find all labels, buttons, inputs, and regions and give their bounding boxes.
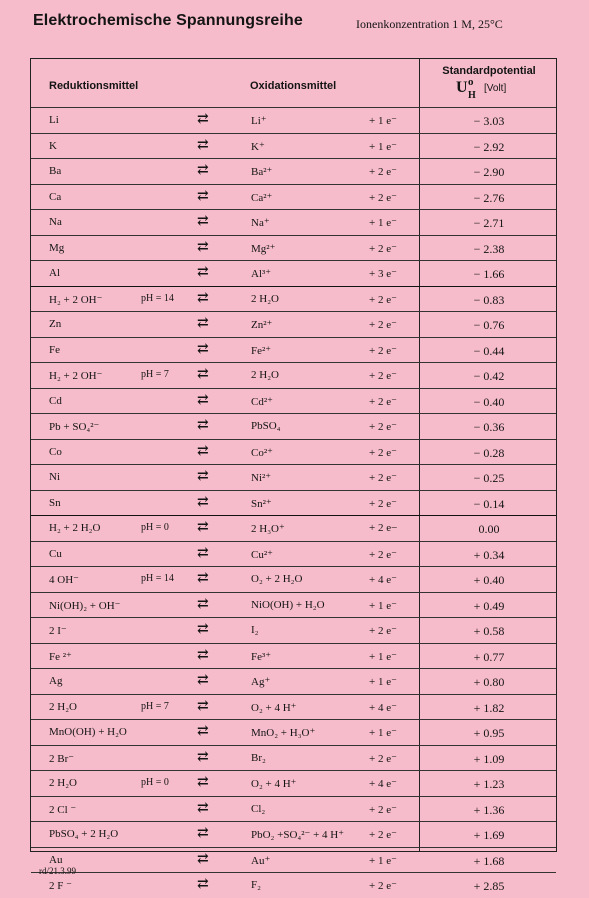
reduktionsmittel-cell: Au	[49, 853, 63, 866]
electrons-cell: + 2 e⁻	[369, 293, 397, 306]
reduktionsmittel-cell: Fe ²⁺	[49, 650, 72, 663]
reduktionsmittel-cell: Pb + SO₄²⁻	[49, 421, 100, 433]
equilibrium-arrow-icon: ⇄	[197, 775, 209, 790]
reduktionsmittel-cell: Cu	[49, 547, 62, 560]
reduktionsmittel-cell: 2 F ⁻	[49, 880, 72, 892]
potential-cell: + 1.36	[473, 802, 505, 817]
reduktionsmittel-cell: 2 I⁻	[49, 625, 67, 637]
oxidationsmittel-cell: Zn²⁺	[251, 319, 273, 331]
table-row	[31, 362, 556, 388]
table-row	[31, 617, 556, 643]
oxidationsmittel-cell: O₂ + 4 H⁺	[251, 701, 297, 714]
symbol-superscript: o	[468, 76, 474, 88]
table-row	[31, 439, 556, 465]
reduktionsmittel-cell: 4 OH⁻	[49, 574, 79, 586]
ph-cell: pH = 14	[141, 292, 174, 304]
potential-cell: + 1.69	[473, 828, 505, 842]
reduktionsmittel-cell: Co	[49, 445, 62, 458]
symbol-letter: U	[456, 79, 468, 96]
equilibrium-arrow-icon: ⇄	[197, 724, 209, 739]
table-row	[31, 566, 556, 592]
oxidationsmittel-cell: 2 H₂O	[251, 369, 279, 381]
electrons-cell: + 2 e⁻	[369, 548, 397, 561]
potential-cell: − 0.28	[473, 445, 505, 460]
footer-note: rd/21.3.99	[39, 866, 76, 876]
equilibrium-arrow-icon: ⇄	[197, 265, 209, 280]
electrons-cell: + 1 e⁻	[369, 650, 397, 663]
reduktionsmittel-cell: Na	[49, 216, 62, 228]
reduktionsmittel-cell: H₂ + 2 OH⁻	[49, 370, 103, 382]
potential-cell: + 0.80	[473, 675, 505, 689]
potential-cell: + 0.34	[473, 547, 505, 562]
equilibrium-arrow-icon: ⇄	[197, 316, 209, 331]
oxidationsmittel-cell: Al³⁺	[251, 268, 272, 280]
equilibrium-arrow-icon: ⇄	[197, 341, 209, 357]
table-row	[31, 286, 556, 312]
electrons-cell: + 2 e⁻	[369, 370, 397, 382]
table-row	[31, 541, 556, 567]
oxidationsmittel-cell: PbO₂ +SO₄²⁻ + 4 H⁺	[251, 829, 345, 841]
electrons-cell: + 3 e⁻	[369, 268, 397, 280]
equilibrium-arrow-icon: ⇄	[197, 596, 209, 612]
potential-cell: + 0.49	[473, 598, 505, 613]
table-row	[31, 515, 556, 541]
table-body	[31, 107, 556, 898]
potential-cell: + 1.23	[473, 777, 505, 791]
electrons-cell: + 2 e⁻	[369, 191, 397, 204]
electrons-cell: + 2 e⁻	[369, 472, 397, 484]
reduktionsmittel-cell: H₂ + 2 H₂O	[49, 522, 101, 534]
potential-cell: − 2.71	[473, 216, 505, 230]
potential-cell: + 1.68	[473, 853, 505, 868]
potential-cell: − 0.83	[473, 292, 505, 307]
ph-cell: pH = 14	[141, 573, 174, 584]
potential-cell: + 1.82	[473, 700, 505, 715]
equilibrium-arrow-icon: ⇄	[197, 520, 209, 535]
potential-cell: + 1.09	[473, 751, 505, 766]
electrons-cell: + 2 e⁻	[369, 803, 397, 816]
oxidationsmittel-cell: K⁺	[251, 140, 265, 153]
electrons-cell: + 2 e⁻	[369, 344, 397, 357]
electrons-cell: + 1 e⁻	[369, 727, 397, 739]
equilibrium-arrow-icon: ⇄	[197, 163, 209, 178]
unit-label: [Volt]	[484, 83, 507, 94]
equilibrium-arrow-icon: ⇄	[197, 749, 209, 765]
conditions-note: Ionenkonzentration 1 M, 25°C	[356, 17, 503, 31]
electrons-cell: + 2 e⁻	[369, 829, 397, 841]
oxidationsmittel-cell: 2 H₃O⁺	[251, 523, 285, 535]
table-row	[31, 184, 556, 210]
equilibrium-arrow-icon: ⇄	[197, 571, 209, 586]
potential-cell: − 3.03	[473, 114, 505, 128]
equilibrium-arrow-icon: ⇄	[197, 239, 209, 255]
table-row	[31, 413, 556, 439]
equilibrium-arrow-icon: ⇄	[197, 826, 209, 841]
reduktionsmittel-cell: Li	[49, 114, 59, 126]
table-row	[31, 796, 556, 822]
equilibrium-arrow-icon: ⇄	[197, 137, 209, 153]
electrons-cell: + 2 e⁻	[369, 752, 397, 765]
potential-cell: + 0.77	[473, 649, 505, 664]
electrons-cell: + 4 e⁻	[369, 778, 397, 790]
oxidationsmittel-cell: Ba²⁺	[251, 166, 273, 178]
table-row	[31, 337, 556, 363]
oxidationsmittel-cell: I₂	[251, 624, 259, 636]
table-row	[31, 209, 556, 235]
oxidationsmittel-cell: Na⁺	[251, 217, 270, 229]
reduktionsmittel-cell: K	[49, 139, 57, 152]
reduktionsmittel-cell: 2 H₂O	[49, 700, 77, 713]
reduktionsmittel-cell: Fe	[49, 343, 60, 356]
electrons-cell: + 1 e⁻	[369, 217, 397, 229]
oxidationsmittel-cell: O₂ + 4 H⁺	[251, 778, 297, 790]
oxidationsmittel-cell: Br₂	[251, 751, 266, 764]
table-row	[31, 770, 556, 796]
potential-cell: − 0.36	[473, 420, 505, 434]
oxidationsmittel-cell: PbSO₄	[251, 420, 281, 432]
table-row	[31, 260, 556, 286]
electrons-cell: + 2 e⁻	[369, 497, 397, 510]
equilibrium-arrow-icon: ⇄	[197, 494, 209, 510]
electrons-cell: + 2 e−	[369, 522, 398, 534]
table-row	[31, 668, 556, 694]
table-row	[31, 235, 556, 261]
equilibrium-arrow-icon: ⇄	[197, 622, 209, 637]
header-symbol	[456, 76, 507, 101]
oxidationsmittel-cell: Ca²⁺	[251, 191, 273, 204]
electrons-cell: + 2 e⁻	[369, 880, 397, 892]
potential-cell: 0.00	[478, 522, 500, 536]
electrons-cell: + 1 e⁻	[369, 676, 397, 688]
reduktionsmittel-cell: MnO(OH) + H₂O	[49, 726, 127, 738]
electrons-cell: + 1 e⁻	[369, 115, 397, 127]
electrons-cell: + 2 e⁻	[369, 395, 397, 408]
reduktionsmittel-cell: Ba	[49, 165, 62, 177]
reduktionsmittel-cell: Ca	[49, 190, 62, 203]
potential-cell: − 2.90	[473, 165, 505, 179]
table-row	[31, 133, 556, 159]
reduktionsmittel-cell: H₂ + 2 OH⁻	[49, 293, 103, 306]
oxidationsmittel-cell: Ag⁺	[251, 676, 271, 688]
reduktionsmittel-cell: Ag	[49, 675, 63, 687]
equilibrium-arrow-icon: ⇄	[197, 290, 209, 306]
reduktionsmittel-cell: 2 Br⁻	[49, 752, 75, 765]
table-row	[31, 745, 556, 771]
equilibrium-arrow-icon: ⇄	[197, 392, 209, 408]
electrons-cell: + 1 e⁻	[369, 140, 397, 153]
reduktionsmittel-cell: Mg	[49, 241, 65, 254]
potential-cell: + 2.85	[473, 879, 505, 893]
oxidationsmittel-cell: Ni²⁺	[251, 472, 272, 484]
equilibrium-arrow-icon: ⇄	[197, 469, 209, 484]
electrons-cell: + 2 e⁻	[369, 421, 397, 433]
table-header	[31, 59, 556, 107]
table-row	[31, 592, 556, 618]
equilibrium-arrow-icon: ⇄	[197, 647, 209, 663]
oxidationsmittel-cell: MnO₂ + H₃O⁺	[251, 727, 316, 739]
equilibrium-arrow-icon: ⇄	[197, 112, 209, 127]
reduktionsmittel-cell: PbSO₄ + 2 H₂O	[49, 828, 119, 840]
electrons-cell: + 4 e⁻	[369, 701, 397, 714]
table-row	[31, 847, 556, 873]
potential-cell: − 1.66	[473, 267, 505, 281]
electrons-cell: + 1 e⁻	[369, 599, 397, 612]
table-row	[31, 719, 556, 745]
symbol-subscript: H	[468, 90, 476, 101]
potential-cell: − 2.76	[473, 190, 505, 205]
oxidationsmittel-cell: Li⁺	[251, 115, 267, 127]
reduktionsmittel-cell: Sn	[49, 496, 61, 509]
equilibrium-arrow-icon: ⇄	[197, 673, 209, 688]
potential-cell: + 0.40	[473, 573, 505, 587]
oxidationsmittel-cell: Cl₂	[251, 802, 266, 815]
header-reduktionsmittel: Reduktionsmittel	[49, 80, 139, 92]
potential-cell: + 0.58	[473, 624, 505, 638]
reduktionsmittel-cell: Ni(OH)₂ + OH⁻	[49, 599, 121, 612]
electrons-cell: + 2 e⁻	[369, 242, 397, 255]
equilibrium-arrow-icon: ⇄	[197, 214, 209, 229]
potential-cell: − 0.76	[473, 318, 505, 332]
equilibrium-arrow-icon: ⇄	[197, 877, 209, 892]
electrons-cell: + 2 e⁻	[369, 446, 397, 459]
potential-cell: − 0.42	[473, 369, 505, 383]
oxidationsmittel-cell: Au⁺	[251, 854, 271, 867]
oxidationsmittel-cell: Cu²⁺	[251, 548, 273, 561]
header-oxidationsmittel: Oxidationsmittel	[250, 80, 337, 92]
oxidationsmittel-cell: Cd²⁺	[251, 395, 273, 408]
electrons-cell: + 2 e⁻	[369, 319, 397, 331]
equilibrium-arrow-icon: ⇄	[197, 698, 209, 714]
equilibrium-arrow-icon: ⇄	[197, 443, 209, 459]
ph-cell: pH = 7	[141, 700, 169, 712]
table-row	[31, 107, 556, 133]
ph-cell: pH = 0	[141, 777, 169, 788]
oxidationsmittel-cell: Co²⁺	[251, 446, 273, 459]
equilibrium-arrow-icon: ⇄	[197, 851, 209, 867]
oxidationsmittel-cell: NiO(OH) + H₂O	[251, 598, 325, 611]
header-standardpotential: Standardpotential	[442, 65, 536, 77]
potential-cell: − 2.38	[473, 241, 505, 256]
oxidationsmittel-cell: Fe³⁺	[251, 650, 272, 663]
equilibrium-arrow-icon: ⇄	[197, 800, 209, 816]
potential-cell: − 0.44	[473, 343, 505, 358]
oxidationsmittel-cell: 2 H₂O	[251, 292, 279, 305]
equilibrium-arrow-icon: ⇄	[197, 545, 209, 561]
potential-cell: − 2.92	[473, 139, 505, 154]
oxidationsmittel-cell: O₂ + 2 H₂O	[251, 573, 303, 585]
reduktionsmittel-cell: Al	[49, 267, 60, 279]
reduktionsmittel-cell: Ni	[49, 471, 60, 483]
oxidationsmittel-cell: Fe²⁺	[251, 344, 272, 357]
ph-cell: pH = 0	[141, 522, 169, 533]
electrons-cell: + 2 e⁻	[369, 625, 397, 637]
electrons-cell: + 2 e⁻	[369, 166, 397, 178]
reduktionsmittel-cell: Cd	[49, 394, 62, 407]
table-row	[31, 311, 556, 337]
potential-cell: − 0.40	[473, 394, 505, 409]
ph-cell: pH = 7	[141, 369, 169, 380]
oxidationsmittel-cell: Sn²⁺	[251, 497, 272, 510]
table-row	[31, 694, 556, 720]
electrons-cell: + 1 e⁻	[369, 854, 397, 867]
oxidationsmittel-cell: F₂	[251, 879, 261, 891]
table-row	[31, 643, 556, 669]
table-row	[31, 158, 556, 184]
page-title: Elektrochemische Spannungsreihe	[33, 12, 303, 29]
potential-cell: − 0.25	[473, 471, 505, 485]
potential-cell: − 0.14	[473, 496, 505, 511]
oxidationsmittel-cell: Mg²⁺	[251, 242, 276, 255]
equilibrium-arrow-icon: ⇄	[197, 418, 209, 433]
reduktionsmittel-cell: 2 Cl ⁻	[49, 803, 77, 816]
equilibrium-arrow-icon: ⇄	[197, 188, 209, 204]
electrons-cell: + 4 e⁻	[369, 574, 397, 586]
table-row	[31, 490, 556, 516]
table-row	[31, 821, 556, 847]
table-row	[31, 388, 556, 414]
equilibrium-arrow-icon: ⇄	[197, 367, 209, 382]
potential-cell: + 0.95	[473, 726, 505, 740]
reduktionsmittel-cell: Zn	[49, 318, 62, 330]
table-row	[31, 464, 556, 490]
reduktionsmittel-cell: 2 H₂O	[49, 777, 77, 789]
